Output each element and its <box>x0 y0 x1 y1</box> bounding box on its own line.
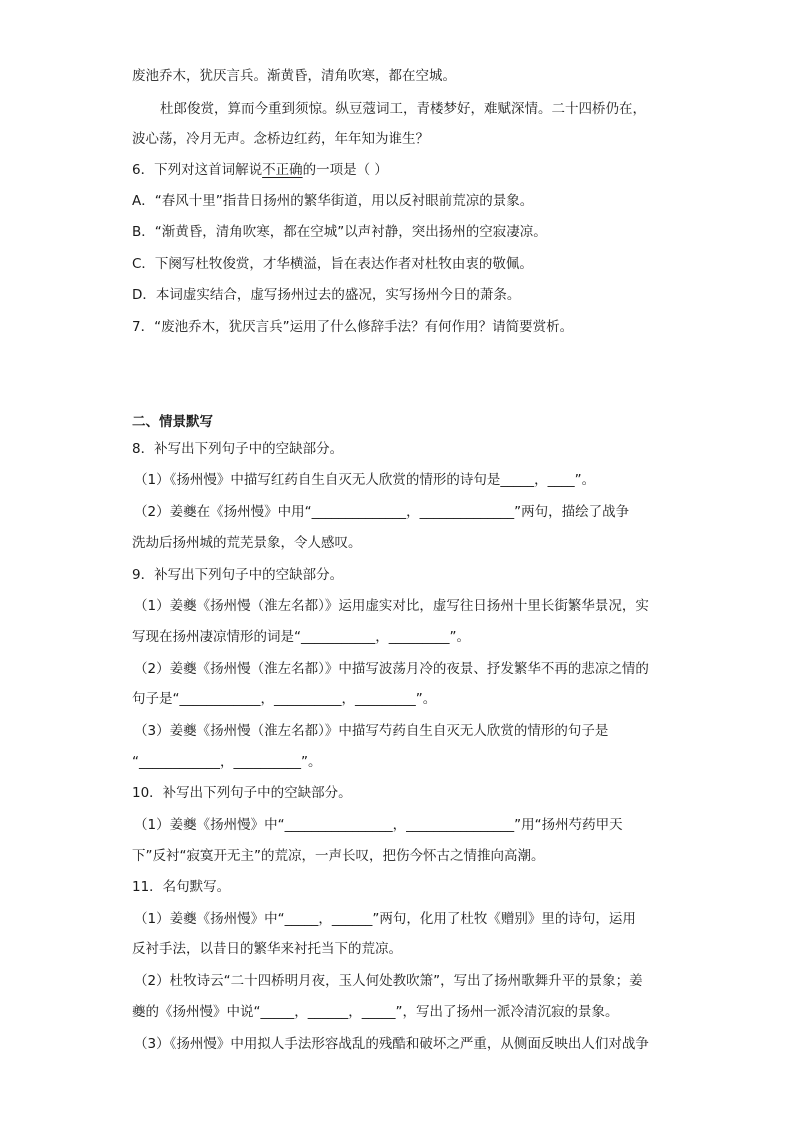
poem-line-3: 波心荡，冷月无声。念桥边红药，年年知为谁生？ <box>132 131 429 147</box>
question-11-part-1b: 反衬手法，以昔日的繁华来衬托当下的荒凉。 <box>132 941 402 957</box>
question-9-part-2b: 句子是“____________，__________，_________”。 <box>132 691 437 707</box>
question-9-part-2a: （2）姜夔《扬州慢（淮左名都）》中描写波荡月冷的夜景、抒发繁华不再的悲凉之情的 <box>134 661 649 677</box>
question-11-stem: 11．名句默写。 <box>132 879 231 895</box>
question-11-part-1a: （1）姜夔《扬州慢》中“_____，______”两句，化用了杜牧《赠别》里的诗句，运用 <box>134 911 636 927</box>
question-6-option-a: A．“春风十里”指昔日扬州的繁华街道，用以反衬眼前荒凉的景象。 <box>132 193 534 209</box>
poem-line-2: 杜郎俊赏，算而今重到须惊。纵豆蔻词工，青楼梦好，难赋深情。二十四桥仍在， <box>160 101 646 117</box>
question-6-prefix: 6．下列对这首词解说 <box>132 162 263 178</box>
poem-line-1: 废池乔木，犹厌言兵。渐黄昏，清角吹寒，都在空城。 <box>132 68 456 84</box>
question-11-part-3a: （3）《扬州慢》中用拟人手法形容战乱的残酷和破坏之严重，从侧面反映出人们对战争 <box>134 1036 649 1052</box>
question-9-part-1a: （1）姜夔《扬州慢（淮左名都）》运用虚实对比，虚写往日扬州十里长街繁华景况，实 <box>134 598 649 614</box>
section-heading: 二、情景默写 <box>132 414 213 430</box>
question-6-suffix: 的一项是（ ） <box>302 162 388 178</box>
question-6-option-c: C．下阕写杜牧俊赏，才华横溢，旨在表达作者对杜牧由衷的敬佩。 <box>132 256 533 272</box>
question-7: 7．“废池乔木，犹厌言兵”运用了什么修辞手法？有何作用？请简要赏析。 <box>132 319 574 335</box>
question-9-part-1b: 写现在扬州凄凉情形的词是“___________，_________”。 <box>132 629 470 645</box>
question-10-part-1a: （1）姜夔《扬州慢》中“________________，________________”用“扬州芍药甲天 <box>134 817 623 833</box>
question-10-part-1b: 下”反衬“寂寞开无主”的荒凉，一声长叹，把伤今怀古之情推向高潮。 <box>132 848 545 864</box>
question-8-part-2b: 洗劫后扬州城的荒芜景象，令人感叹。 <box>132 535 362 551</box>
question-10-stem: 10．补写出下列句子中的空缺部分。 <box>132 785 352 801</box>
question-11-part-2a: （2）杜牧诗云“二十四桥明月夜，玉人何处教吹箫”，写出了扬州歌舞升平的景象；姜 <box>134 973 643 989</box>
question-6-emphasis: 不正确 <box>262 162 303 178</box>
question-11-part-2b: 夔的《扬州慢》中说“_____，______，_____”，写出了扬州一派冷清沉寂的景象。 <box>132 1004 619 1020</box>
question-8-part-1: （1）《扬州慢》中描写红药自生自灭无人欣赏的情形的诗句是_____，____”。 <box>134 472 596 488</box>
question-6-option-b: B．“渐黄昏，清角吹寒，都在空城”以声衬静，突出扬州的空寂凄凉。 <box>132 224 547 240</box>
question-6-option-d: D．本词虚实结合，虚写扬州过去的盛况，实写扬州今日的萧条。 <box>132 287 521 303</box>
question-8-part-2a: （2）姜夔在《扬州慢》中用“______________，______________”两句，描绘了战争 <box>134 504 630 520</box>
question-9-part-3b: “____________，__________”。 <box>132 754 322 770</box>
question-6-stem <box>132 161 388 179</box>
question-8-stem: 8．补写出下列句子中的空缺部分。 <box>132 441 344 457</box>
question-9-part-3a: （3）姜夔《扬州慢（淮左名都）》中描写芍药自生自灭无人欣赏的情形的句子是 <box>134 723 609 739</box>
question-9-stem: 9．补写出下列句子中的空缺部分。 <box>132 567 344 583</box>
